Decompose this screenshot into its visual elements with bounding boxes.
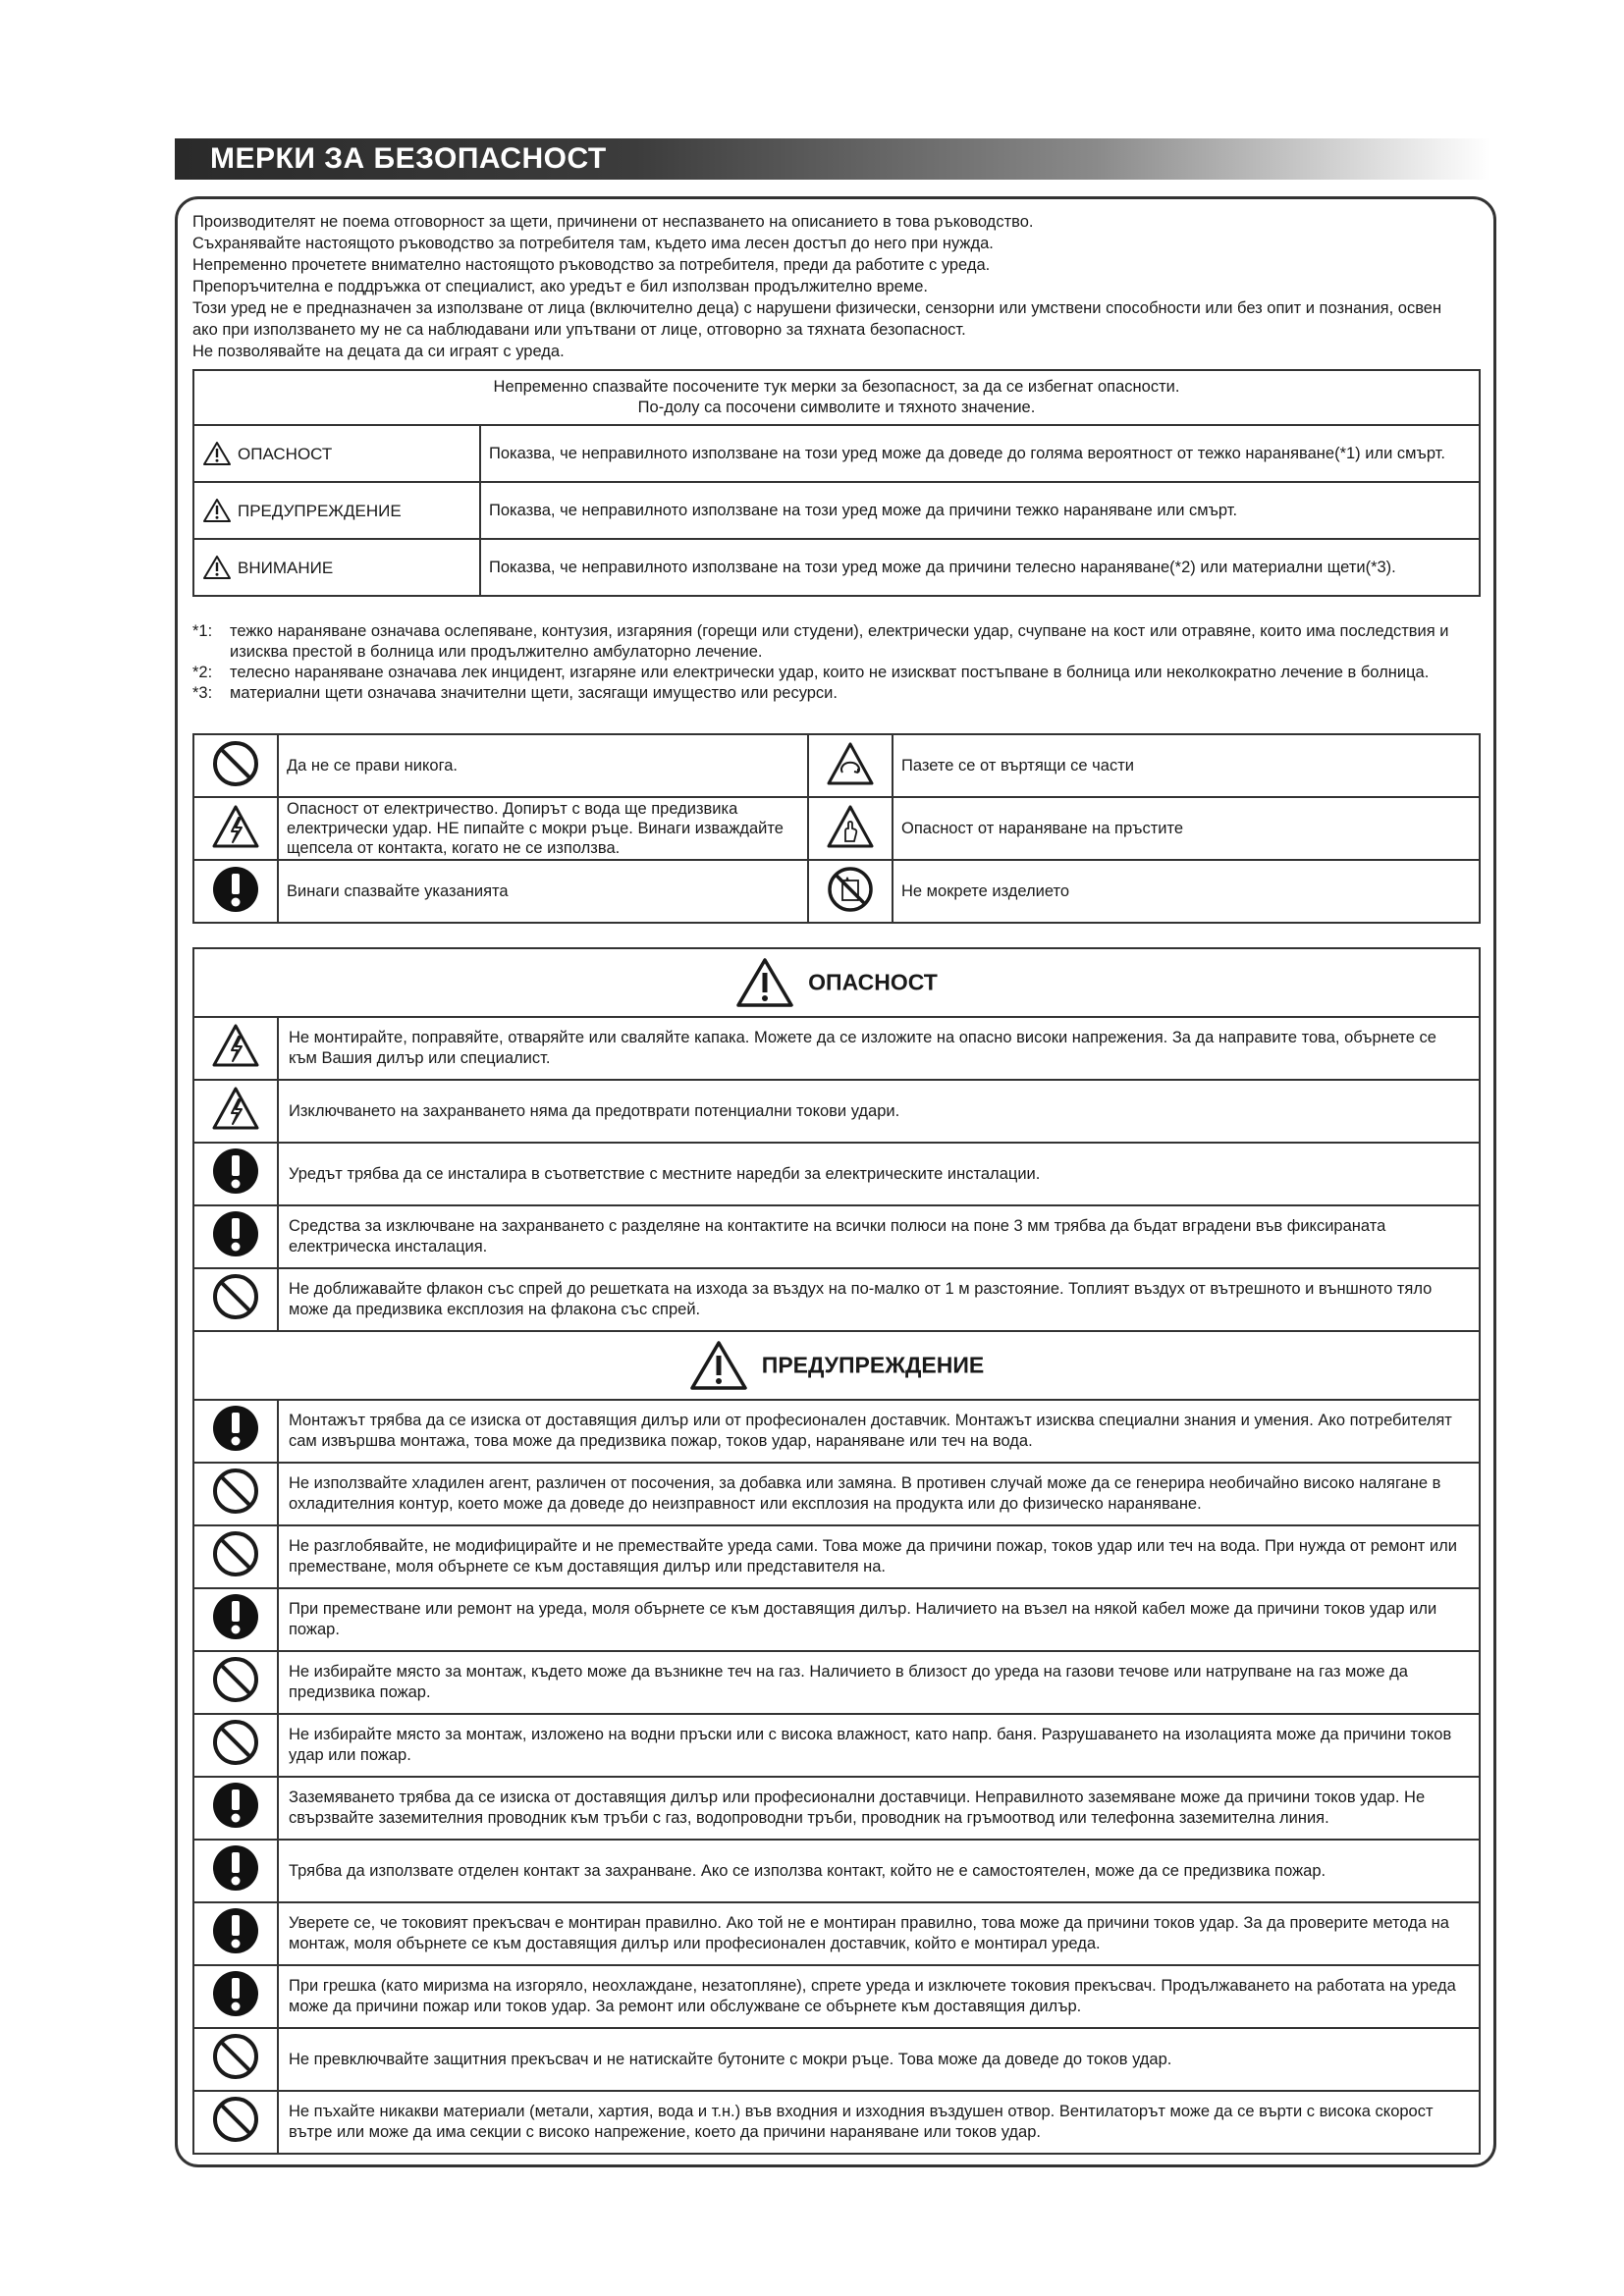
safety-rule-row bbox=[193, 1205, 1480, 1268]
warning-triangle-icon bbox=[202, 501, 232, 518]
intro-line: Непременно прочетете внимателно настоящото ръководство за потребителя, преди да работите с уреда. bbox=[192, 256, 991, 274]
rule-text: Трябва да използвате отделен контакт за захранване. Ако се използва контакт, който не е самостоятелен, може да се предизвика пожар. bbox=[278, 1840, 1480, 1902]
mandatory-icon bbox=[211, 1628, 260, 1645]
legend-title-line: По-долу са посочени символите и тяхното значение. bbox=[637, 399, 1036, 416]
rule-icon-cell bbox=[193, 2091, 278, 2154]
rule-icon-cell bbox=[193, 1080, 278, 1143]
electric-hazard-icon bbox=[211, 1117, 260, 1135]
symbol-icon-cell bbox=[808, 797, 893, 860]
intro-line: Препоръчителна е поддръжка от специалист, ако уредът е бил използван продължително време. bbox=[192, 278, 928, 295]
legend-label-warning bbox=[193, 482, 480, 539]
safety-rule-row bbox=[193, 1080, 1480, 1143]
safety-rule-row bbox=[193, 2028, 1480, 2091]
safety-rule-row bbox=[193, 1143, 1480, 1205]
rule-text: Не избирайте място за монтаж, където може да възникне теч на газ. Наличието в близост до уреда на газови течове или натрупване на газ може да предизвика пожар. bbox=[278, 1651, 1480, 1714]
legend-description: Показва, че неправилното използване на този уред може да доведе до голяма вероятност от тежко нараняване(*1) или смърт. bbox=[480, 425, 1480, 482]
rotating-parts-icon bbox=[826, 773, 875, 790]
rule-icon-cell bbox=[193, 1965, 278, 2028]
symbol-icon-cell bbox=[193, 797, 278, 860]
intro-text bbox=[192, 211, 1469, 362]
footnote-key: *3: bbox=[192, 684, 213, 702]
mandatory-icon bbox=[211, 1879, 260, 1896]
prohibition-icon bbox=[211, 1565, 260, 1582]
rule-text: Изключването на захранването няма да предотврати потенциални токови удари. bbox=[278, 1080, 1480, 1143]
rule-icon-cell bbox=[193, 1902, 278, 1965]
symbol-meaning: Пазете се от въртящи се части bbox=[893, 734, 1480, 797]
safety-rule-row bbox=[193, 1840, 1480, 1902]
footnote bbox=[192, 683, 1479, 704]
warning-triangle-icon bbox=[202, 444, 232, 461]
footnote-key: *2: bbox=[192, 664, 213, 681]
rule-text: Не използвайте хладилен агент, различен от посочения, за добавка или замяна. В противен случай може да се генерира необичайно високо налягане в охладителния контур, което може да доведе до неизправност или експлозия на продукта или до физическо нараняване. bbox=[278, 1463, 1480, 1525]
rule-icon-cell bbox=[193, 1777, 278, 1840]
legend-label-text: ПРЕДУПРЕЖДЕНИЕ bbox=[238, 501, 402, 520]
hazard-levels-table bbox=[192, 369, 1481, 597]
rule-text: Уредът трябва да се инсталира в съответствие с местните наредби за електрическите инсталации. bbox=[278, 1143, 1480, 1205]
mandatory-icon bbox=[211, 1182, 260, 1200]
intro-line: Производителят не поема отговорност за щети, причинени от неспазването на описанието в това ръководство. bbox=[192, 213, 1034, 231]
prohibition-icon bbox=[211, 774, 260, 792]
rule-text: Монтажът трябва да се изиска от доставящия дилър или от професионален доставчик. Монтажът изисква специални знания и умения. Ако потребителят сам извършва монтажа, това може да предизвика пожар, токов удар, нараняване или теч на вода. bbox=[278, 1400, 1480, 1463]
rule-icon-cell bbox=[193, 1463, 278, 1525]
symbol-meaning: Не мокрете изделието bbox=[893, 860, 1480, 923]
rule-text: При грешка (като миризма на изгоряло, неохлаждане, незатопляне), спрете уреда и изключете токовия прекъсвач. Продължаването на работата на уреда може да причини пожар или токов удар. За ремонт или обслужване се обърнете към доставящия дилър. bbox=[278, 1965, 1480, 2028]
legend-title bbox=[193, 370, 1480, 425]
legend-label-text: ОПАСНОСТ bbox=[238, 444, 333, 463]
rule-text: Не доближавайте флакон със спрей до решетката на изхода за въздух на по-малко от 1 м разстояние. Топлият въздух от вътрешното и външното тяло може да предизвика експлозия на флакона със спрей. bbox=[278, 1268, 1480, 1331]
safety-rule-row bbox=[193, 1400, 1480, 1463]
symbol-meaning: Да не се прави никога. bbox=[278, 734, 808, 797]
symbol-icon-cell bbox=[193, 860, 278, 923]
rule-icon-cell bbox=[193, 1525, 278, 1588]
symbols-table bbox=[192, 733, 1481, 924]
legend-title-line: Непременно спазвайте посочените тук мерки за безопасност, за да се избегнат опасности. bbox=[493, 378, 1180, 396]
rule-icon-cell bbox=[193, 1588, 278, 1651]
rule-text: Заземяването трябва да се изиска от доставящия дилър или професионални доставчици. Неправилното заземяване може да причини токов удар. Не свързвайте заземителния проводник към тръби с газ, водопроводни тръби, проводник на гръмоотвод или телефонна заземителна линия. bbox=[278, 1777, 1480, 1840]
intro-line: Не позволявайте на децата да си играят с уреда. bbox=[192, 343, 565, 360]
rule-icon-cell bbox=[193, 1268, 278, 1331]
mandatory-icon bbox=[211, 1245, 260, 1262]
warning-title: ПРЕДУПРЕЖДЕНИЕ bbox=[761, 1352, 985, 1378]
rule-icon-cell bbox=[193, 1143, 278, 1205]
mandatory-icon bbox=[211, 1942, 260, 1959]
symbol-icon-cell bbox=[808, 734, 893, 797]
footnote-text: материални щети означава значителни щети, засягащи имущество или ресурси. bbox=[230, 684, 838, 702]
rule-icon-cell bbox=[193, 1651, 278, 1714]
safety-rule-row bbox=[193, 1902, 1480, 1965]
warning-triangle-icon bbox=[689, 1351, 762, 1376]
mandatory-icon bbox=[211, 1816, 260, 1834]
prohibition-icon bbox=[211, 2130, 260, 2148]
rule-text: Средства за изключване на захранването с разделяне на контактите на всички полюси на поне 3 мм трябва да бъдат вградени във фиксираната електрическа инсталация. bbox=[278, 1205, 1480, 1268]
finger-injury-icon bbox=[826, 835, 875, 853]
footnote-key: *1: bbox=[192, 622, 213, 640]
rule-text: Не избирайте място за монтаж, изложено на водни пръски или с висока влажност, като напр. баня. Разрушаването на изолацията може да причини токов удар или пожар. bbox=[278, 1714, 1480, 1777]
footnotes bbox=[192, 621, 1479, 704]
symbol-icon-cell bbox=[193, 734, 278, 797]
symbol-meaning: Опасност от нараняване на пръстите bbox=[893, 797, 1480, 860]
legend-description: Показва, че неправилното използване на този уред може да причини телесно нараняване(*2) или материални щети(*3). bbox=[480, 539, 1480, 596]
section-header: МЕРКИ ЗА БЕЗОПАСНОСТ bbox=[175, 138, 1490, 180]
electric-hazard-icon bbox=[211, 835, 260, 853]
safety-rule-row bbox=[193, 1714, 1480, 1777]
symbol-meaning: Винаги спазвайте указанията bbox=[278, 860, 808, 923]
rule-text: При преместване или ремонт на уреда, моля обърнете се към доставящия дилър. Наличието на възел на някой кабел може да причини токов удар или пожар. bbox=[278, 1588, 1480, 1651]
safety-rule-row bbox=[193, 1965, 1480, 2028]
footnote-text: тежко нараняване означава ослепяване, контузия, изгаряния (горещи или студени), електрически удар, счупване на кост или отравяне, които има последствия и изисква престой в болница или продължително амбулаторно лечение. bbox=[230, 622, 1449, 661]
warning-triangle-icon bbox=[735, 968, 808, 993]
prohibition-icon bbox=[211, 1690, 260, 1708]
rule-text: Не превключвайте защитния прекъсвач и не натискайте бутоните с мокри ръце. Това може да доведе до токов удар. bbox=[278, 2028, 1480, 2091]
intro-line: Съхранявайте настоящото ръководство за потребителя там, където има лесен достъп до него при нужда. bbox=[192, 235, 994, 252]
rule-icon-cell bbox=[193, 1840, 278, 1902]
electric-hazard-icon bbox=[211, 1054, 260, 1072]
rule-icon-cell bbox=[193, 2028, 278, 2091]
footnote-text: телесно нараняване означава лек инцидент, изгаряне или електрически удар, които не изискват постъпване в болница или неколкократно лечение в болница. bbox=[230, 664, 1430, 681]
footnote bbox=[192, 621, 1479, 663]
rule-icon-cell bbox=[193, 1205, 278, 1268]
safety-rule-row bbox=[193, 1588, 1480, 1651]
safety-rules-table bbox=[192, 947, 1481, 2155]
danger-title: ОПАСНОСТ bbox=[808, 969, 938, 995]
symbol-meaning: Опасност от електричество. Допирът с вода ще предизвика електрически удар. НЕ пипайте с мокри ръце. Винаги изваждайте щепсела от контакта, когато не се използва. bbox=[278, 797, 808, 860]
no-wet-icon bbox=[826, 900, 875, 918]
prohibition-icon bbox=[211, 1753, 260, 1771]
safety-rule-row bbox=[193, 1017, 1480, 1080]
prohibition-icon bbox=[211, 1308, 260, 1325]
warning-heading bbox=[193, 1331, 1480, 1400]
legend-label-caution bbox=[193, 539, 480, 596]
warning-section-header bbox=[193, 1331, 1480, 1400]
intro-line: Този уред не е предназначен за използване от лица (включително деца) с нарушени физически, сензорни или умствени способности или без опит и познания, освен ако при използването му не са наблюдавани или упътвани от лице, отговорно за тяхната безопасност. bbox=[192, 299, 1442, 339]
footnote bbox=[192, 663, 1479, 683]
mandatory-icon bbox=[211, 1439, 260, 1457]
warning-triangle-icon bbox=[202, 558, 232, 575]
legend-label-danger bbox=[193, 425, 480, 482]
mandatory-icon bbox=[211, 900, 260, 918]
legend-description: Показва, че неправилното използване на този уред може да причини тежко нараняване или смърт. bbox=[480, 482, 1480, 539]
rule-text: Не пъхайте никакви материали (метали, хартия, вода и т.н.) във входния и изходния въздушен отвор. Вентилаторът може да се върти с висока скорост вътре или може да има секции с високо напрежение, което да причини нараняване или токов удар. bbox=[278, 2091, 1480, 2154]
safety-rule-row bbox=[193, 2091, 1480, 2154]
safety-rule-row bbox=[193, 1651, 1480, 1714]
mandatory-icon bbox=[211, 2004, 260, 2022]
rule-text: Уверете се, че токовият прекъсвач е монтиран правилно. Ако той не е монтиран правилно, това може да причини токов удар. За да проверите метода на монтаж, моля обърнете се към доставящия дилър или професионален доставчик, който е монтирал уреда. bbox=[278, 1902, 1480, 1965]
legend-label-text: ВНИМАНИЕ bbox=[238, 558, 334, 577]
danger-heading bbox=[193, 948, 1480, 1017]
safety-rule-row bbox=[193, 1268, 1480, 1331]
rule-text: Не разглобявайте, не модифицирайте и не премествайте уреда сами. Това може да причини пожар, токов удар или теч на вода. При нужда от ремонт или преместване, моля обърнете се към доставящия дилър или представителя на. bbox=[278, 1525, 1480, 1588]
rule-icon-cell bbox=[193, 1017, 278, 1080]
rule-icon-cell bbox=[193, 1714, 278, 1777]
prohibition-icon bbox=[211, 1502, 260, 1520]
danger-section-header bbox=[193, 948, 1480, 1017]
rule-icon-cell bbox=[193, 1400, 278, 1463]
prohibition-icon bbox=[211, 2067, 260, 2085]
symbol-icon-cell bbox=[808, 860, 893, 923]
safety-rule-row bbox=[193, 1463, 1480, 1525]
safety-rule-row bbox=[193, 1777, 1480, 1840]
rule-text: Не монтирайте, поправяйте, отваряйте или сваляйте капака. Можете да се изложите на опасно високи напрежения. За да направите това, обърнете се към Вашия дилър или специалист. bbox=[278, 1017, 1480, 1080]
safety-rule-row bbox=[193, 1525, 1480, 1588]
